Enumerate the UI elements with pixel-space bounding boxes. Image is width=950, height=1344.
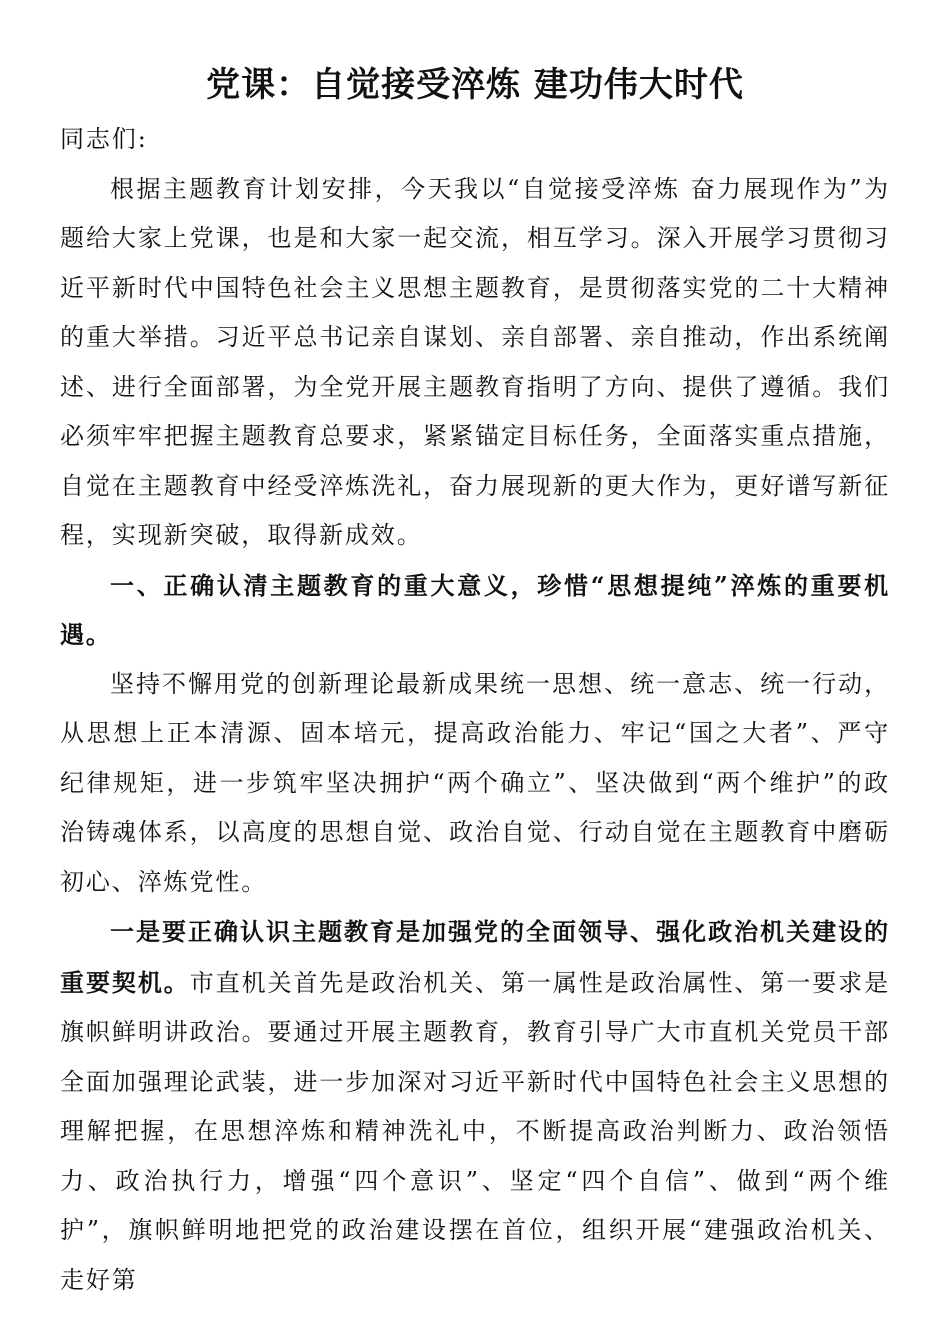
point-one-body: 市直机关首先是政治机关、第一属性是政治属性、第一要求是旗帜鲜明讲政治。要通过开展主题教育，教育引导广大市直机关党员干部全面加强理论武装，进一步加深对习近平新时代中国特色社会主义思想的理解把握，在思想淬炼和精神洗礼中，不断提高政治判断力、政治领悟力、政治执行力，增强“四个意识”、坚定“四个自信”、做到“两个维护”，旗帜鲜明地把党的政治建设摆在首位，组织开展“建强政治机关、走好第 — [60, 968, 890, 1294]
document-body — [60, 115, 890, 1305]
point-one-paragraph — [60, 907, 890, 1305]
section-one-heading: 一、正确认清主题教育的重大意义，珍惜“思想提纯”淬炼的重要机遇。 — [60, 570, 890, 649]
document-title: 党课：自觉接受淬炼 建功伟大时代 — [206, 65, 744, 105]
section-one-paragraph: 坚持不懈用党的创新理论最新成果统一思想、统一意志、统一行动，从思想上正本清源、固本培元，提高政治能力、牢记“国之大者”、严守纪律规矩，进一步筑牢坚决拥护“两个确立”、坚决做到“两个维护”的政治铸魂体系，以高度的思想自觉、政治自觉、行动自觉在主题教育中磨砺初心、淬炼党性。 — [60, 669, 890, 896]
point-one-lead: 一是要正确认识主题教育是加强党的全面领导、强化政治机关建设的重要契机。 — [60, 917, 890, 997]
intro-paragraph: 根据主题教育计划安排，今天我以“自觉接受淬炼 奋力展现作为”为题给大家上党课，也是和大家一起交流，相互学习。深入开展学习贯彻习近平新时代中国特色社会主义思想主题教育，是贯彻落实党的二十大精神的重大举措。习近平总书记亲自谋划、亲自部署、亲自推动，作出系统阐述、进行全面部署，为全党开展主题教育指明了方向、提供了遵循。我们必须牢牢把握主题教育总要求，紧紧锚定目标任务，全面落实重点措施，自觉在主题教育中经受淬炼洗礼，奋力展现新的更大作为，更好谱写新征程，实现新突破，取得新成效。 — [60, 174, 890, 549]
document-page — [60, 0, 890, 1344]
salutation: 同志们: — [60, 125, 148, 153]
